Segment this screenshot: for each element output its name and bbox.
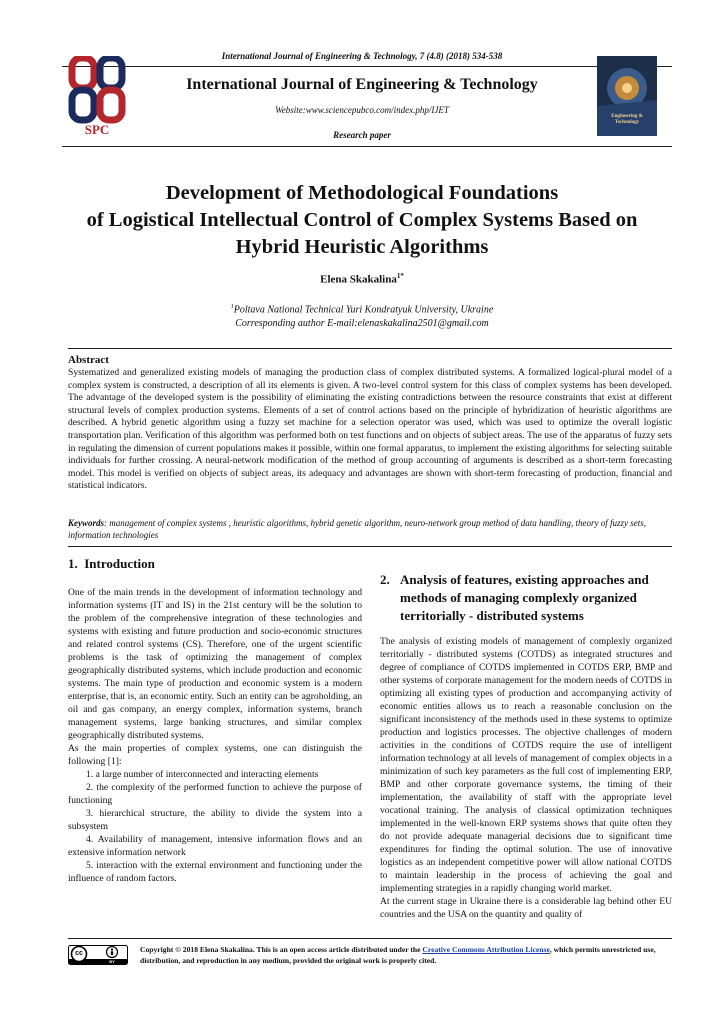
paragraph: The analysis of existing models of management of complexly organized territorially - distributed systems (COTDS) as integrated structures and degree of compliance of COTDS implemented in COTDS ERP, BMP and other systems of corporate management for the modern needs of COTDS in optimizing all existing types of production and accompanying activity of economic entities allows us to reach a reasonable conclusion on the significant inconsistency of the methods used in these systems to optimize production and logistics processes. The objective challenges of modern activities in the conditions of COTDS require the use of intelligent information technology at all levels of management of complex objects in a minimization of such key parameters as the full cost of implementing ERP, BMP and other corporate governance systems, the timing of their implementation, the availability of staff with the appropriate level vocational training. The analysis of classical optimization techniques implemented in the well-known ERP systems shows that quite often they do not provide adequate managerial decisions due to significant time expenditures for finding the optimal solution. The use of innovative logistics as an independent competitive power will allow national COTDS to maintain leadership in the process of achieving the goal and implementing strategies in a rapidly changing world market.	[380, 636, 672, 894]
license-link[interactable]: Creative Commons Attribution License	[422, 945, 550, 954]
abstract-rule-bottom	[68, 546, 672, 547]
abstract-heading: Abstract	[68, 354, 109, 366]
keywords-text: : management of complex systems , heuristic algorithms, hybrid genetic algorithm, neuro-network group method of data handling, theory of fuzzy sets, information technologies	[68, 518, 647, 540]
section-title: Introduction	[84, 556, 155, 571]
logo-text: SPC	[84, 122, 110, 137]
author-sup: 1*	[396, 272, 404, 280]
copyright-text: Copyright © 2018 Elena Skakalina. This is an open access article distributed under the	[140, 945, 423, 954]
cc-by-badge[interactable]	[68, 945, 128, 965]
title-line: Hybrid Heuristic Algorithms	[235, 236, 489, 258]
cover-text: Engineering & Technology	[611, 114, 643, 125]
by-label: BY	[109, 959, 115, 964]
list-item: 2. the complexity of the performed function to achieve the purpose of functioning	[68, 782, 362, 806]
list-item: 3. hierarchical structure, the ability to divide the system into a subsystem	[68, 808, 362, 832]
keywords	[68, 517, 672, 541]
journal-title: International Journal of Engineering & Technology	[186, 76, 538, 93]
author-name: Elena Skakalina	[320, 273, 397, 286]
section-number: 2.	[380, 572, 390, 587]
paragraph: One of the main trends in the development of information technology and information systems (IT and IS) in the 21st century will be the solution to the problem of the comprehensive integration of these technologies and systems with existing and future production and socio-economic structures and related control systems (CS). Therefore, one of the urgent scientific problems is the task of optimizing the management of complex geographically distributed systems, which include production and economic systems. The main type of production and economic system is a modern enterprise, that is, an economic entity. Such an entity can be agroholding, an oil and gas company, an energy complex, information systems, branch management systems, large banking structures, and similar complex geographically distributed systems.	[68, 587, 362, 741]
title-line: Development of Methodological Foundations	[165, 182, 559, 204]
section-2-heading	[380, 571, 672, 625]
copyright-text-end: , which permits unrestricted use, distribution, and reproduction in any medium, provided the original work is properly cited.	[140, 945, 656, 965]
header-rule-top	[62, 66, 672, 67]
journal-website[interactable]: Website:www.sciencepubco.com/index.php/IJET	[275, 105, 449, 115]
journal-citation: International Journal of Engineering & Technology, 7 (4.8) (2018) 534-538	[221, 51, 503, 61]
list-item: 5. interaction with the external environment and functioning under the influence of random factors.	[68, 860, 362, 884]
journal-cover-image	[597, 56, 657, 136]
paper-type: Research paper	[333, 130, 391, 140]
section-title: Analysis of features, existing approaches and methods of managing complexly organized territorially - distributed systems	[400, 572, 649, 623]
abstract-rule-top	[68, 348, 672, 349]
corresponding-author: Corresponding author E-mail:elenaskakalina2501@gmail.com	[235, 318, 489, 330]
cc-icon: cc	[75, 950, 83, 957]
footer-rule	[68, 938, 672, 939]
section-number: 1.	[68, 556, 78, 571]
author	[0, 272, 724, 286]
title-line: of Logistical Intellectual Control of Complex Systems Based on	[86, 209, 638, 231]
abstract-text: Systematized and generalized existing models of managing the production class of complex distributed systems. A formalized logical-plural model of a complex system is constructed, a description of all its elements is given. A two-level control system for this class of complex systems has been developed. The advantage of the developed system is the possibility of eliminating the existing contradictions between the resource constraints that exist at different structural levels of complex production systems. Elements of a set of control actions based on the principle of hybridization of heuristic algorithms are described. A hybrid genetic algorithm using a fuzzy set machine for a selection operator was used, which was used to optimize the overall logistic transportation plan. Verification of this algorithm was performed both on test functions and on objects of subject areas. The use of the apparatus of fuzzy sets in regulating the dimension of current populations makes it possible, within one formal apparatus, to implement the existing algorithms for selecting suitable individuals for further crossing. A neural-network modification of the method of group accounting of arguments is described as a short-term forecasting model. This model is verified on objects of subject areas, its adequacy and advantages are shown with short-term forecasting of production, financial and statistical indicators.	[68, 367, 672, 492]
spc-logo	[66, 56, 128, 140]
paper-title	[40, 180, 684, 261]
list-item: 1. a large number of interconnected and interacting elements	[86, 769, 319, 780]
list-item: 4. Availability of management, intensive information flows and an extensive information network	[68, 834, 362, 858]
affiliation-line: Poltava National Technical Yuri Kondratyuk University, Ukraine	[233, 304, 494, 316]
copyright-notice	[140, 944, 672, 966]
affiliation-sup: 1	[230, 304, 234, 310]
section-1-body	[68, 586, 362, 885]
keywords-label: Keywords	[68, 518, 104, 528]
paragraph: At the current stage in Ukraine there is a considerable lag behind other EU countries and the USA on the quantity and quality of	[380, 896, 672, 920]
section-2-body	[380, 635, 672, 921]
affiliation	[0, 300, 724, 331]
section-1-heading	[68, 556, 155, 572]
header-rule-bottom	[62, 146, 672, 147]
paragraph: As the main properties of complex systems, one can distinguish the following [1]:	[68, 743, 362, 767]
